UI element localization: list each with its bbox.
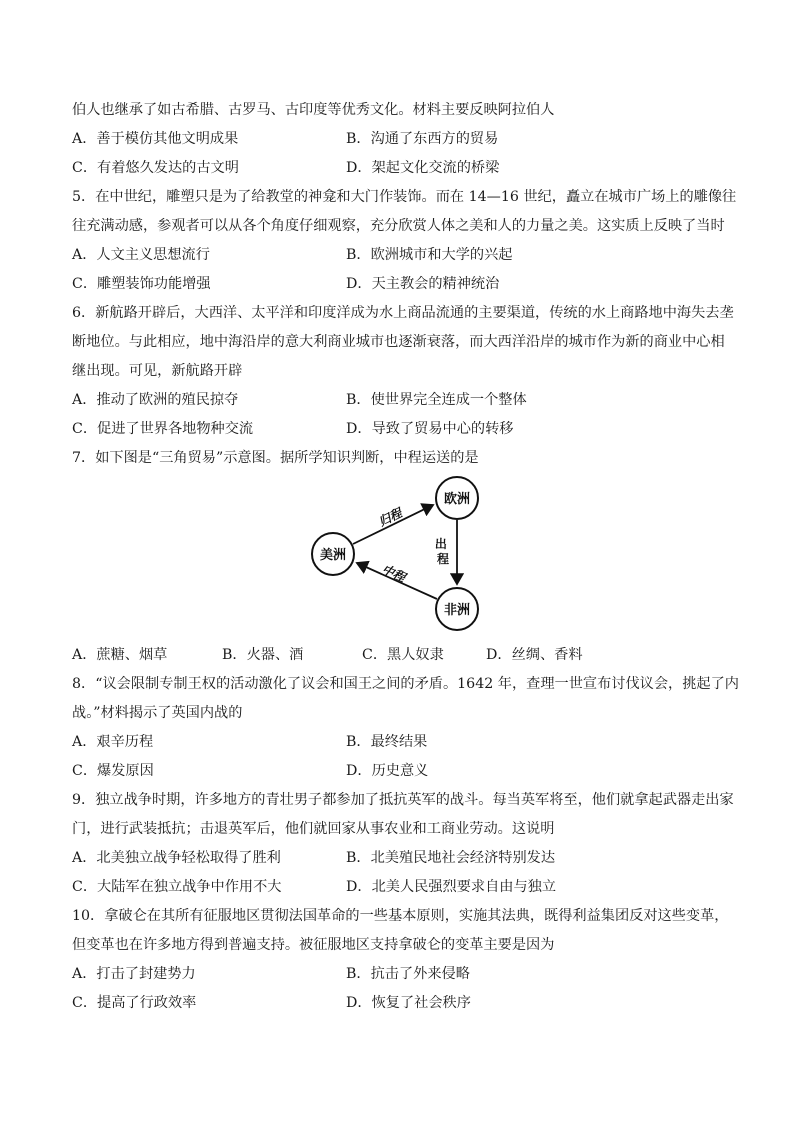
q8-option-a: A．艰辛历程 (72, 734, 154, 750)
outbound-label (435, 536, 451, 566)
africa-label: 非洲 (443, 603, 471, 618)
q8-option-c: C．爆发原因 (72, 763, 154, 779)
europe-label: 欧洲 (443, 492, 471, 507)
q6-stem-line-1: 6．新航路开辟后，大西洋、太平洋和印度洋成为水上商品流通的主要渠道，传统的水上商路地中海失去垄 (72, 305, 734, 321)
q7-stem: 7．如下图是“三角贸易”示意图。据所学知识判断，中程运送的是 (72, 450, 479, 466)
q10-stem-line-1: 10．拿破仑在其所有征服地区贯彻法国革命的一些基本原则，实施其法典，既得利益集团反对这些变革， (72, 908, 729, 924)
q5-option-b: B．欧洲城市和大学的兴起 (346, 247, 513, 263)
q10-option-a: A．打击了封建势力 (72, 966, 196, 982)
q9-option-a: A．北美独立战争轻松取得了胜利 (72, 850, 281, 866)
q10-option-d: D．恢复了社会秩序 (346, 995, 471, 1011)
q6-option-a: A．推动了欧洲的殖民掠夺 (72, 392, 239, 408)
q5-option-d: D．天主教会的精神统治 (346, 276, 500, 292)
q5-stem-line-2: 往充满动感，参观者可以从各个角度仔细观察，充分欣赏人体之美和人的力量之美。这实质上反映了当时 (72, 218, 725, 234)
middle-passage-label: 中程 (379, 562, 408, 585)
q10-stem-line-2: 但变革也在许多地方得到普遍支持。被征服地区支持拿破仑的变革主要是因为 (72, 937, 555, 953)
q8-stem-line-1: 8．“议会限制专制王权的活动激化了议会和国王之间的矛盾。1642 年，查理一世宣布讨伐议会，挑起了内 (72, 676, 739, 692)
q5-option-c: C．雕塑装饰功能增强 (72, 276, 211, 292)
america-label: 美洲 (319, 548, 347, 563)
q9-stem-line-1: 9．独立战争时期，许多地方的青壮男子都参加了抵抗英军的战斗。每当英军将至，他们就拿起武器走出家 (72, 792, 734, 808)
q9-stem-line-2: 门，进行武装抵抗；击退英军后，他们就回家从事农业和工商业劳动。这说明 (72, 821, 555, 837)
q4-option-c: C．有着悠久发达的古文明 (72, 160, 239, 176)
q10-option-c: C．提高了行政效率 (72, 995, 197, 1011)
q9-option-b: B．北美殖民地社会经济特别发达 (346, 850, 556, 866)
q6-stem-line-2: 断地位。与此相应，地中海沿岸的意大利商业城市也逐渐衰落，而大西洋沿岸的城市作为新的商业中心相 (72, 334, 725, 350)
triangle-trade-diagram (300, 473, 500, 633)
q8-stem-line-2: 战。”材料揭示了英国内战的 (72, 705, 243, 721)
return-leg-label: 归程 (376, 505, 405, 529)
q7-option-c: C．黑人奴隶 (362, 647, 444, 663)
q4-option-d: D．架起文化交流的桥梁 (346, 160, 500, 176)
q4-option-b: B．沟通了东西方的贸易 (346, 131, 499, 147)
q6-stem-line-3: 继出现。可见，新航路开辟 (72, 363, 243, 379)
q5-stem-line-1: 5．在中世纪，雕塑只是为了给教堂的神龛和大门作装饰。而在 14—16 世纪，矗立在城市广场上的雕像往 (72, 189, 737, 205)
q8-option-d: D．历史意义 (346, 763, 429, 779)
outbound-char-1: 出 (434, 537, 447, 551)
q8-option-b: B．最终结果 (346, 734, 428, 750)
q7-option-b: B．火器、酒 (222, 647, 304, 663)
q9-option-d: D．北美人民强烈要求自由与独立 (346, 879, 557, 895)
question-4-stem-tail: 伯人也继承了如古希腊、古罗马、古印度等优秀文化。材料主要反映阿拉伯人 (72, 102, 555, 118)
q4-option-a: A．善于模仿其他文明成果 (72, 131, 239, 147)
q6-option-c: C．促进了世界各地物种交流 (72, 421, 254, 437)
q7-option-a: A．蔗糖、烟草 (72, 647, 168, 663)
q6-option-d: D．导致了贸易中心的转移 (346, 421, 514, 437)
q10-option-b: B．抗击了外来侵略 (346, 966, 470, 982)
q7-option-d: D．丝绸、香料 (486, 647, 583, 663)
outbound-char-2: 程 (436, 552, 450, 566)
q9-option-c: C．大陆军在独立战争中作用不大 (72, 879, 282, 895)
q6-option-b: B．使世界完全连成一个整体 (346, 392, 527, 408)
q5-option-a: A．人文主义思想流行 (72, 247, 210, 263)
